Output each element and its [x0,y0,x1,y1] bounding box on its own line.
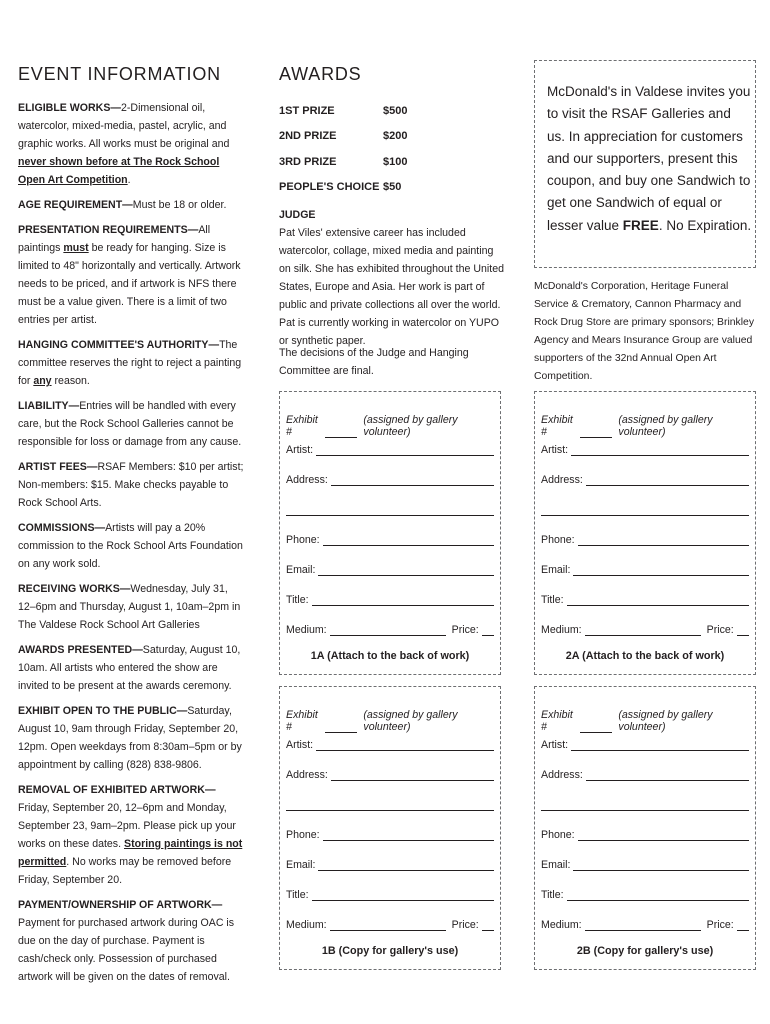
prize-amount: $500 [383,104,408,117]
event-info-item [18,336,246,390]
exhibit-row [541,414,749,438]
event-info-text: Saturday, August 10, 9am through Friday, September 20, 12pm. Open weekdays from 8:30am–5pm or by appointment by calling (828) 838-9806. [18,705,242,771]
exhibit-row [541,709,749,733]
title-field[interactable] [312,889,494,901]
event-info-item [18,458,246,512]
event-info-item [18,641,246,695]
exhibit-number-field[interactable] [580,732,613,733]
phone-field[interactable] [323,829,494,841]
exhibit-row [286,709,494,733]
address-line-2 [286,504,494,516]
prize-label: PEOPLE'S CHOICE [279,181,380,194]
event-info-text: Entries will be handled with every care, but the Rock School Galleries cannot be responsible for loss or damage from any cause. [18,400,242,448]
event-info-item [18,781,246,889]
exhibit-label: Exhibit # [541,414,573,438]
event-info-text: . No works may be removed before Friday, September 20. [18,856,232,886]
prize-label: 1ST PRIZE [279,104,335,117]
medium-label: Medium: [541,624,582,636]
phone-field[interactable] [578,829,749,841]
medium-field[interactable] [585,919,701,931]
price-label: Price: [451,919,479,931]
price-label: Price: [706,919,734,931]
event-info-label: PAYMENT/OWNERSHIP OF ARTWORK— [18,899,223,911]
address-line-2 [286,799,494,811]
prize-amount: $50 [383,181,402,194]
artist-field[interactable] [571,444,749,456]
assigned-note: (assigned by gallery volunteer) [363,709,458,733]
event-info-label: HANGING COMMITTEE'S AUTHORITY— [18,339,220,351]
address-field-2[interactable] [541,504,749,516]
event-info-label: ELIGIBLE WORKS— [18,102,121,114]
email-field[interactable] [318,859,494,871]
address-field-2[interactable] [541,799,749,811]
title-row [286,594,494,606]
sponsors-note: McDonald's Corporation, Heritage Funeral Service & Crematory, Cannon Pharmacy and Rock Drug Store are primary sponsors; Brinkley Agency and Mears Insurance Group are valued supporters of the 32nd Annual Open Art Competition. [534,281,755,382]
medium-field[interactable] [330,919,446,931]
artist-label: Artist: [286,739,314,751]
address-label: Address: [286,769,328,781]
card-caption: 1A (Attach to the back of work) [310,650,470,662]
artist-field[interactable] [571,739,749,751]
medium-label: Medium: [541,919,582,931]
medium-row [541,624,749,636]
event-info-label: AWARDS PRESENTED— [18,644,143,656]
event-info-item [18,519,246,573]
judge-bio: Pat Viles' extensive career has included watercolor, collage, mixed media and painting on silk. She has exhibited throughout the United States, Europe and Asia. Her work is part of public and private collections all over the world. Pat is currently working in watercolor on YUPO or synthetic paper. [279,227,504,347]
medium-field[interactable] [330,624,446,636]
event-info-text: Saturday, August 10, 10am. All artists who entered the show are invited to be present at the awards ceremony. [18,644,241,692]
event-info-item [18,221,246,329]
price-field[interactable] [482,919,494,931]
prize-amount: $100 [383,155,408,168]
phone-row [541,829,749,841]
coupon-body: McDonald's in Valdese invites you to visit the RSAF Galleries and us. In appreciation for customers and our supporters, present this coupon, and buy one Sandwich to get one Sandwich of equal or lesser value [547,84,751,233]
address-field[interactable] [586,769,749,781]
address-label: Address: [286,474,328,486]
judge-heading: JUDGE [279,209,316,221]
coupon-free: FREE [622,217,659,233]
exhibit-label: Exhibit # [286,414,318,438]
event-info-item [18,702,246,774]
event-info-label: RECEIVING WORKS— [18,583,131,595]
title-row [541,594,749,606]
address-field[interactable] [331,769,494,781]
title-label: Title: [541,594,564,606]
phone-label: Phone: [286,534,320,546]
exhibit-label: Exhibit # [541,709,573,733]
event-info-label: COMMISSIONS— [18,522,106,534]
event-info-text: Friday, September 20, 12–6pm and Monday, September 23, 9am–2pm. Please pick up your works on these dates. [18,802,236,850]
event-info-text: All paintings [18,224,211,254]
judge-section [279,206,507,350]
address-label: Address: [541,769,583,781]
event-info-label: ARTIST FEES— [18,461,98,473]
event-info-text: RSAF Members: $10 per artist; Non-members: $15. Make checks payable to Rock School Arts. [18,461,244,509]
phone-label: Phone: [286,829,320,841]
event-info-text: Must be 18 or older. [132,199,227,211]
price-label: Price: [451,624,479,636]
artist-row [286,444,494,456]
event-info-emphasis: never shown before at The Rock School Open Art Competition [18,156,220,186]
prize-row [279,175,407,201]
address-line-2 [541,799,749,811]
email-field[interactable] [318,564,494,576]
event-info-item [18,397,246,451]
email-field[interactable] [573,859,749,871]
event-info-label: PRESENTATION REQUIREMENTS— [18,224,199,236]
event-info-text: Wednesday, July 31, 12–6pm and Thursday, August 1, 10am–2pm in The Valdese Rock School Art Galleries [18,583,241,631]
event-info-text: Artists will pay a 20% commission to the Rock School Arts Foundation on any work sold. [18,522,243,570]
title-label: Title: [541,889,564,901]
phone-label: Phone: [541,829,575,841]
prize-label: 3RD PRIZE [279,155,337,168]
address-row [286,769,494,781]
event-info-label: LIABILITY— [18,400,80,412]
prize-row [279,98,407,124]
event-info-item [18,99,246,189]
entry-card [279,391,501,675]
entry-card [279,686,501,970]
medium-row [286,919,494,931]
entry-card [534,686,756,970]
event-info-item [18,580,246,634]
address-field-2[interactable] [286,504,494,516]
email-row [286,859,494,871]
address-row [286,474,494,486]
address-line-2 [541,504,749,516]
address-field[interactable] [331,474,494,486]
phone-row [541,534,749,546]
exhibit-number-field[interactable] [580,437,613,438]
card-caption: 1B (Copy for gallery's use) [321,945,459,957]
prize-row [279,124,407,150]
event-info-text: The committee reserves the right to reject a painting for [18,339,242,387]
exhibit-number-field[interactable] [325,732,358,733]
artist-label: Artist: [541,444,569,456]
prize-list [279,98,407,200]
title-label: Title: [286,594,309,606]
event-info-text: . [127,174,131,186]
price-field[interactable] [737,919,749,931]
phone-field[interactable] [323,534,494,546]
prize-amount: $200 [383,130,408,143]
medium-field[interactable] [585,624,701,636]
card-caption: 2A (Attach to the back of work) [565,650,725,662]
email-row [286,564,494,576]
assigned-note: (assigned by gallery volunteer) [618,414,713,438]
exhibit-label: Exhibit # [286,709,318,733]
email-label: Email: [541,564,571,576]
email-label: Email: [286,859,316,871]
event-info-text: reason. [51,375,90,387]
event-info-text: Payment for purchased artwork during OAC is due on the day of purchase. Payment is cash/check only. Possession of purchased artwork will be given on the dates of removal. [18,917,235,983]
address-row [541,474,749,486]
title-field[interactable] [567,594,749,606]
event-info-label: AGE REQUIREMENT— [18,199,133,211]
title-field[interactable] [312,594,494,606]
event-info-text: 2-Dimensional oil, watercolor, mixed-media, pastel, acrylic, and graphic works. All works must be original and [18,102,230,150]
email-label: Email: [286,564,316,576]
event-info-heading: EVENT INFORMATION [18,64,221,84]
event-info-emphasis: any [33,375,52,387]
event-info-label: EXHIBIT OPEN TO THE PUBLIC— [18,705,188,717]
title-row [286,889,494,901]
artist-field[interactable] [316,739,494,751]
address-label: Address: [541,474,583,486]
phone-row [286,829,494,841]
title-field[interactable] [567,889,749,901]
event-info-text: be ready for hanging. Size is limited to 48" horizontally and vertically. Artwork needs to be priced, and if artwork is NFS there must be a value given. There is a limit of two entries per artist. [18,242,241,326]
address-field[interactable] [586,474,749,486]
event-info-item [18,896,246,986]
event-info-label: REMOVAL OF EXHIBITED ARTWORK— [18,784,216,796]
event-info-list [18,99,246,993]
prize-label: 2ND PRIZE [279,130,337,143]
exhibit-number-field[interactable] [325,437,358,438]
artist-row [541,444,749,456]
assigned-note: (assigned by gallery volunteer) [618,709,713,733]
email-row [541,564,749,576]
email-label: Email: [541,859,571,871]
prize-row [279,149,407,175]
phone-row [286,534,494,546]
phone-label: Phone: [541,534,575,546]
coupon-tail: . No Expiration. [658,217,752,233]
price-field[interactable] [737,624,749,636]
coupon-text [547,81,752,237]
card-caption: 2B (Copy for gallery's use) [576,945,714,957]
email-field[interactable] [573,564,749,576]
assigned-note: (assigned by gallery volunteer) [363,414,458,438]
coupon [534,60,756,268]
phone-field[interactable] [578,534,749,546]
artist-row [541,739,749,751]
price-field[interactable] [482,624,494,636]
entry-card [534,391,756,675]
artist-label: Artist: [286,444,314,456]
title-row [541,889,749,901]
medium-row [541,919,749,931]
event-info-item [18,196,246,214]
artist-label: Artist: [541,739,569,751]
awards-heading: AWARDS [279,64,362,84]
event-info-emphasis: must [63,242,89,254]
event-info-emphasis: Storing paintings is not permitted [18,838,243,868]
title-label: Title: [286,889,309,901]
medium-label: Medium: [286,919,327,931]
artist-row [286,739,494,751]
decisions-note: The decisions of the Judge and Hanging Committee are final. [279,347,469,377]
medium-label: Medium: [286,624,327,636]
address-field-2[interactable] [286,799,494,811]
email-row [541,859,749,871]
exhibit-row [286,414,494,438]
address-row [541,769,749,781]
medium-row [286,624,494,636]
price-label: Price: [706,624,734,636]
artist-field[interactable] [316,444,494,456]
